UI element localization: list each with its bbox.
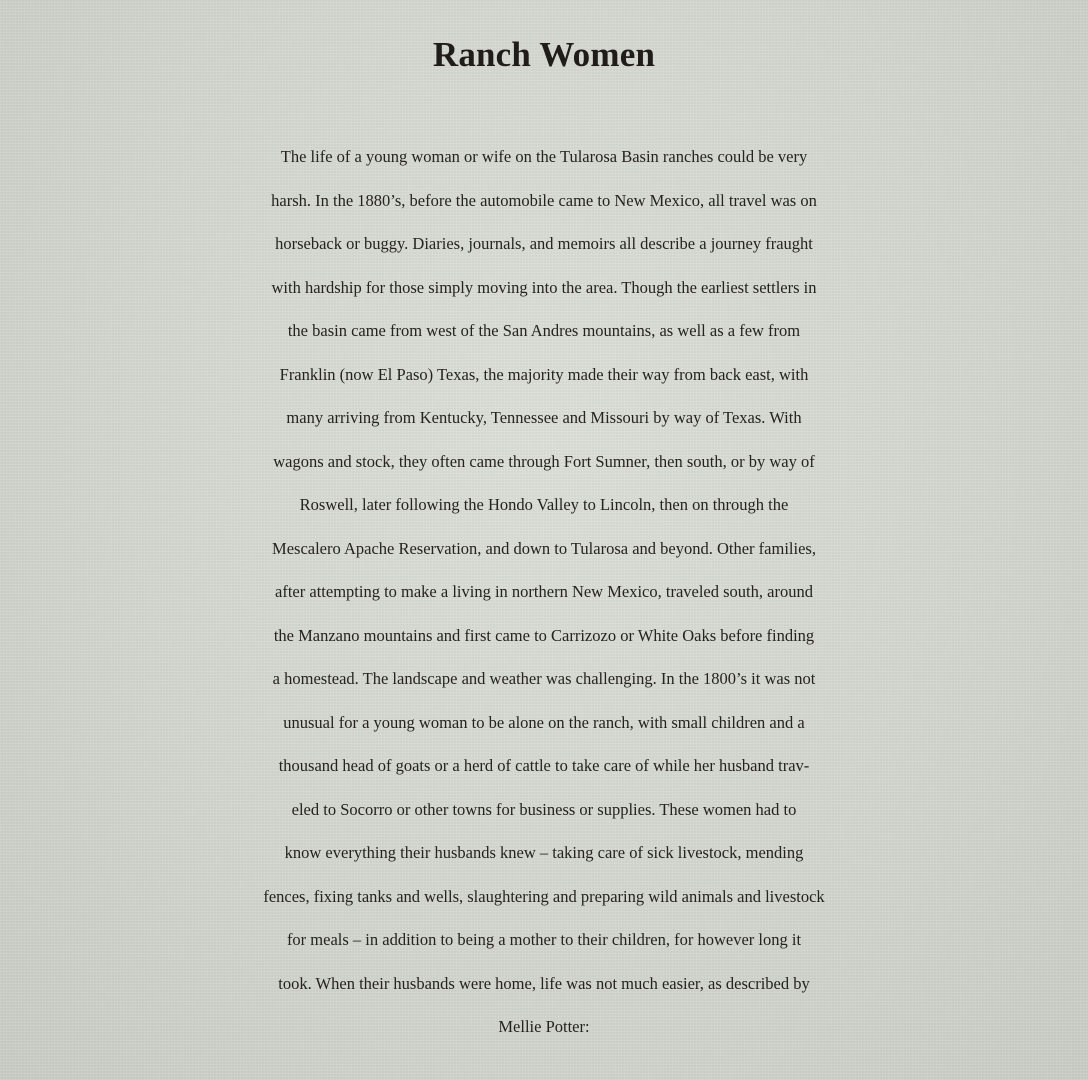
body-line: thousand head of goats or a herd of cattle to take care of while her husband trav- [278,756,810,775]
panel-title: Ranch Women [432,35,656,74]
body-line: Mellie Potter: [498,1017,590,1036]
panel-body-text [0,135,1088,1049]
body-line: took. When their husbands were home, life was not much easier, as described by [278,973,810,993]
body-line: know everything their husbands knew – taking care of sick livestock, mending [284,843,804,862]
body-line: a homestead. The landscape and weather was challenging. In the 1800’s it was not [272,669,816,688]
body-line: The life of a young woman or wife on the Tularosa Basin ranches could be very [280,147,808,166]
body-line: harsh. In the 1880’s, before the automobile came to New Mexico, all travel was on [271,190,817,210]
body-line: unusual for a young woman to be alone on the ranch, with small children and a [283,712,805,732]
body-line: for meals – in addition to being a mother to their children, for however long it [286,930,802,949]
body-line: the Manzano mountains and first came to Carrizozo or White Oaks before finding [273,625,815,645]
body-line: the basin came from west of the San Andres mountains, as well as a few from [287,321,801,340]
body-line: Franklin (now El Paso) Texas, the majority made their way from back east, with [279,364,809,384]
body-line: with hardship for those simply moving into the area. Though the earliest settlers in [271,277,817,297]
body-line: after attempting to make a living in northern New Mexico, traveled south, around [275,582,813,601]
body-line: many arriving from Kentucky, Tennessee and Missouri by way of Texas. With [286,408,802,427]
body-line: Mescalero Apache Reservation, and down to Tularosa and beyond. Other families, [272,538,816,558]
body-line: wagons and stock, they often came through Fort Sumner, then south, or by way of [273,451,815,471]
body-line: eled to Socorro or other towns for business or supplies. These women had to [291,799,797,819]
body-line: horseback or buggy. Diaries, journals, and memoirs all describe a journey fraught [275,234,813,253]
body-line: fences, fixing tanks and wells, slaughtering and preparing wild animals and livestock [263,886,825,906]
body-line: Roswell, later following the Hondo Valley to Lincoln, then on through the [299,495,789,514]
